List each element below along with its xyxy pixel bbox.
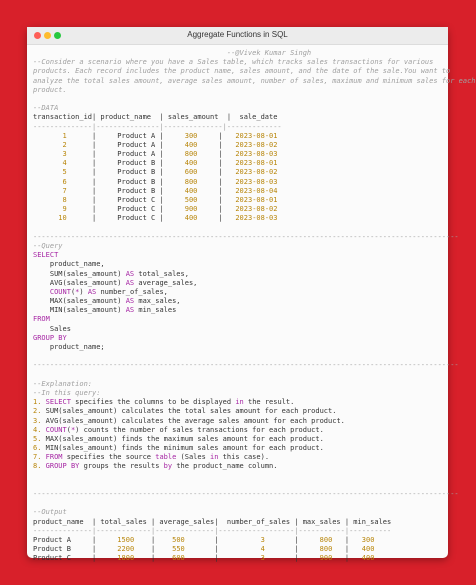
cell-total-sales: 1500	[96, 535, 152, 544]
cell-sale-date: 2023-08-01	[222, 196, 278, 204]
code-token: AVG(sales_amount) calculates the average sales amount for each product.	[45, 416, 345, 425]
code-token: the result.	[243, 398, 295, 407]
code-line	[33, 380, 444, 389]
cell-sales-amount: 400	[163, 140, 219, 149]
cell-sale-date: 2023-08-03	[222, 214, 278, 223]
code-line	[33, 159, 444, 168]
cell-divider: |	[294, 535, 299, 544]
code-blank	[33, 224, 37, 232]
cell-divider: |	[151, 535, 156, 544]
code-text: product_name | total_sales | average_sales| number_of_sales | max_sales | min_sales	[33, 517, 392, 526]
code-token: MAX(sales_amount) finds the maximum sales amount for each product.	[45, 434, 324, 443]
cell-product-name: Product B	[96, 159, 160, 168]
cell-average-sales: 600	[155, 554, 215, 563]
code-line	[33, 251, 444, 260]
cell-divider: |	[92, 535, 97, 544]
cell-divider: |	[159, 196, 164, 204]
code-separator: --------------|---------------|--------------|-------------	[33, 122, 282, 131]
code-line	[33, 343, 444, 352]
cell-sales-amount: 500	[163, 196, 219, 204]
cell-divider: |	[92, 186, 97, 195]
cell-max-sales: 900	[298, 554, 345, 563]
code-line	[33, 426, 444, 435]
code-line	[33, 58, 444, 67]
code-line	[33, 315, 444, 324]
cell-divider: |	[159, 159, 164, 168]
code-token: (	[66, 425, 71, 434]
code-text: product_name,	[33, 260, 105, 269]
code-line	[33, 508, 444, 517]
code-separator: -----------------------------------------------------------------------------------------------------	[33, 490, 459, 498]
code-line	[33, 472, 444, 481]
cell-divider: |	[214, 545, 219, 554]
cell-divider: |	[151, 545, 156, 554]
cell-transaction-id: 7	[33, 186, 93, 195]
code-line	[33, 141, 444, 150]
code-token: *	[75, 287, 80, 296]
code-token: average_sales,	[134, 278, 198, 287]
title-bar	[27, 27, 448, 45]
cell-min-sales: 400	[349, 545, 375, 554]
cell-divider: |	[159, 177, 164, 186]
code-comment: --Consider a scenario where you have a Sales table, which tracks sales transactions for various	[33, 58, 434, 67]
code-area[interactable]	[33, 49, 476, 564]
code-line	[33, 113, 444, 122]
code-line	[33, 536, 444, 545]
code-line	[33, 232, 459, 242]
cell-sale-date: 2023-08-02	[222, 205, 278, 214]
code-line	[33, 67, 451, 76]
code-line	[33, 168, 444, 177]
code-line	[33, 398, 444, 407]
cell-sales-amount: 800	[163, 177, 219, 186]
code-comment: products. Each record includes the product name, sales amount, and the date of the sale.You want to	[33, 67, 451, 76]
code-separator: --------------|-------------|--------------|------------------|-----------|----------	[33, 526, 392, 535]
code-line	[33, 150, 444, 159]
code-token: in	[210, 453, 219, 462]
code-line	[33, 490, 459, 499]
code-blank	[33, 481, 37, 489]
cell-product-name: Product A	[33, 535, 93, 544]
code-token: 1.	[33, 398, 46, 407]
cell-divider: |	[218, 140, 223, 149]
cell-divider: |	[218, 214, 223, 223]
cell-divider: |	[151, 554, 156, 563]
code-token: AVG(sales_amount)	[33, 278, 126, 287]
code-keyword: GROUP BY	[33, 333, 67, 342]
cell-sales-amount: 400	[163, 186, 219, 195]
cell-sales-amount: 900	[163, 205, 219, 214]
cell-transaction-id: 2	[33, 140, 93, 149]
cell-product-name: Product B	[96, 168, 160, 177]
code-blank	[33, 499, 37, 507]
cell-divider: |	[159, 214, 164, 223]
code-comment: --@Vivek Kumar Singh	[33, 49, 312, 57]
cell-divider: |	[218, 150, 223, 159]
cell-divider: |	[159, 131, 164, 140]
code-token: MAX(sales_amount)	[33, 297, 126, 306]
cell-divider: |	[92, 205, 97, 214]
cell-divider: |	[92, 545, 97, 554]
code-token: groups the results	[79, 462, 164, 471]
cell-total-sales: 2200	[96, 545, 152, 554]
code-token: by	[163, 462, 173, 471]
code-comment: analyze the total sales amount, average sales amount, number of sales, maximum and minimum sales for each	[33, 76, 476, 85]
code-line	[33, 417, 444, 426]
cell-product-name: Product A	[96, 131, 160, 140]
code-token: 7.	[33, 453, 46, 462]
cell-min-sales: 300	[349, 535, 375, 544]
code-line	[33, 242, 444, 251]
cell-divider: |	[214, 554, 219, 563]
code-token: SELECT	[45, 398, 71, 407]
window-title: Aggregate Functions in SQL	[187, 30, 288, 39]
code-token: FROM	[45, 453, 63, 462]
cell-product-name: Product A	[96, 150, 160, 159]
cell-divider: |	[218, 177, 223, 186]
code-line	[33, 389, 444, 398]
code-line	[33, 361, 459, 370]
cell-number-of-sales: 3	[218, 554, 295, 563]
code-line	[33, 132, 444, 141]
cell-product-name: Product A	[96, 140, 160, 149]
cell-divider: |	[92, 554, 97, 563]
code-token: ) counts the number of sales transactions for each product.	[75, 425, 324, 434]
code-token: specifies the columns to be displayed	[70, 398, 236, 407]
cell-divider: |	[294, 545, 299, 554]
code-comment: --Explanation:	[33, 379, 93, 388]
cell-divider: |	[92, 159, 97, 168]
code-line	[33, 435, 444, 444]
cell-max-sales: 800	[298, 535, 345, 544]
code-token: MIN(sales_amount) finds the minimum sales amount for each product.	[45, 444, 324, 453]
code-line	[33, 196, 444, 205]
code-line	[33, 352, 444, 361]
code-line	[33, 462, 444, 471]
cell-divider: |	[218, 196, 223, 204]
code-token: AS	[125, 269, 135, 278]
cell-sales-amount: 400	[163, 214, 219, 223]
code-line	[33, 554, 444, 563]
code-comment: --DATA	[33, 104, 59, 113]
cell-transaction-id: 9	[33, 205, 93, 214]
code-comment: product.	[33, 85, 67, 94]
code-token: specifies the source	[62, 453, 156, 462]
cell-divider: |	[92, 140, 97, 149]
code-comment: --In this query:	[33, 388, 101, 397]
code-line	[33, 187, 444, 196]
code-token: in	[235, 398, 244, 407]
cell-divider: |	[159, 150, 164, 159]
code-line	[33, 214, 444, 223]
cell-transaction-id: 10	[33, 214, 93, 223]
code-comment: --Output	[33, 508, 67, 517]
code-line	[33, 49, 444, 58]
code-line	[33, 371, 444, 380]
code-token: (Sales	[176, 453, 211, 462]
code-token: SUM(sales_amount)	[33, 269, 126, 278]
code-comment: --Query	[33, 241, 63, 250]
code-line	[33, 95, 444, 104]
cell-product-name: Product B	[96, 186, 160, 195]
code-token: 4.	[33, 425, 46, 434]
code-line	[33, 453, 444, 462]
cell-product-name: Product C	[96, 196, 160, 204]
code-token: 3.	[33, 416, 46, 425]
code-token: AS	[87, 287, 97, 296]
cell-divider: |	[218, 168, 223, 177]
code-token: min_sales	[134, 306, 177, 315]
cell-divider: |	[92, 177, 97, 186]
code-line	[33, 306, 444, 315]
code-token: AS	[125, 306, 135, 315]
cell-sale-date: 2023-08-01	[222, 159, 278, 168]
code-token: 6.	[33, 444, 46, 453]
code-token: number_of_sales,	[96, 287, 168, 296]
code-text: product_name;	[33, 343, 105, 351]
cell-divider: |	[159, 186, 164, 195]
cell-sales-amount: 600	[163, 168, 219, 177]
cell-transaction-id: 4	[33, 159, 93, 168]
cell-divider: |	[218, 186, 223, 195]
cell-sale-date: 2023-08-01	[222, 131, 278, 140]
cell-divider: |	[92, 150, 97, 159]
cell-divider: |	[92, 131, 97, 140]
code-line	[33, 205, 444, 214]
code-token: GROUP BY	[45, 462, 80, 471]
code-text: Sales	[33, 324, 71, 333]
code-line	[33, 334, 444, 343]
code-line	[33, 76, 476, 86]
cell-divider: |	[294, 554, 299, 563]
code-token: (	[70, 287, 76, 296]
cell-total-sales: 1800	[96, 554, 152, 563]
cell-sales-amount: 400	[163, 159, 219, 168]
code-token: 2.	[33, 407, 46, 416]
code-line	[33, 545, 444, 554]
code-line	[33, 407, 444, 416]
cell-sales-amount: 800	[163, 150, 219, 159]
cell-transaction-id: 3	[33, 150, 93, 159]
editor-window	[27, 27, 476, 563]
cell-sale-date: 2023-08-04	[222, 186, 278, 195]
code-token: MIN(sales_amount)	[33, 306, 126, 315]
code-token: AS	[125, 278, 135, 287]
cell-sales-amount: 300	[163, 131, 219, 140]
code-token: table	[155, 453, 177, 462]
code-separator: -----------------------------------------------------------------------------------------------------	[33, 361, 459, 370]
cell-average-sales: 550	[155, 545, 215, 554]
cell-product-name: Product C	[96, 205, 160, 214]
cell-sale-date: 2023-08-02	[222, 140, 278, 149]
cell-product-name: Product C	[96, 214, 160, 223]
code-token: the product_name column.	[172, 462, 278, 471]
code-line	[33, 270, 444, 279]
cell-product-name: Product B	[96, 177, 160, 186]
cell-divider: |	[218, 159, 223, 168]
code-line	[33, 86, 444, 95]
cell-divider: |	[92, 196, 97, 204]
code-separator: -----------------------------------------------------------------------------------------------------	[33, 232, 459, 241]
code-token: COUNT	[45, 425, 67, 434]
code-line	[33, 288, 444, 297]
cell-divider: |	[344, 535, 350, 544]
cell-divider: |	[159, 140, 164, 149]
code-keyword: FROM	[33, 315, 50, 324]
cell-divider: |	[92, 214, 97, 223]
code-line	[33, 297, 444, 306]
cell-number-of-sales: 3	[218, 535, 295, 544]
cell-transaction-id: 1	[33, 131, 93, 140]
code-token: max_sales,	[134, 297, 181, 306]
cell-divider: |	[218, 205, 223, 214]
code-blank	[33, 352, 37, 360]
cell-divider: |	[214, 535, 219, 544]
code-token: 5.	[33, 434, 46, 443]
cell-product-name: Product C	[33, 554, 93, 563]
code-line	[33, 325, 444, 334]
code-line	[33, 481, 444, 490]
code-token: *	[70, 425, 76, 434]
cell-divider: |	[92, 168, 97, 177]
code-blank	[33, 95, 37, 103]
code-token: )	[79, 287, 88, 296]
code-line	[33, 178, 444, 187]
code-token: total_sales,	[134, 269, 189, 278]
cell-min-sales: 400	[349, 554, 375, 563]
cell-product-name: Product B	[33, 545, 93, 554]
cell-divider: |	[344, 554, 350, 563]
code-line	[33, 279, 444, 288]
code-text: transaction_id| product_name | sales_amount | sale_date	[33, 113, 278, 122]
cell-sale-date: 2023-08-02	[222, 168, 278, 177]
code-keyword: SELECT	[33, 251, 59, 260]
code-token: 8.	[33, 462, 46, 471]
code-token: SUM(sales_amount) calculates the total sales amount for each product.	[45, 407, 337, 416]
cell-average-sales: 500	[155, 535, 215, 544]
cell-transaction-id: 8	[33, 196, 93, 204]
code-line	[33, 499, 444, 508]
code-blank	[33, 472, 37, 480]
code-line	[33, 104, 444, 113]
cell-divider: |	[344, 545, 350, 554]
cell-divider: |	[159, 205, 164, 214]
code-line	[33, 224, 444, 233]
code-line	[33, 123, 444, 132]
code-blank	[33, 371, 37, 379]
code-token: AS	[125, 297, 135, 306]
cell-transaction-id: 6	[33, 177, 93, 186]
code-line	[33, 518, 444, 527]
cell-divider: |	[218, 131, 223, 140]
code-line	[33, 527, 444, 536]
code-token: COUNT	[33, 287, 71, 296]
cell-divider: |	[159, 168, 164, 177]
code-line	[33, 444, 444, 453]
cell-transaction-id: 5	[33, 168, 93, 177]
code-line	[33, 260, 444, 269]
cell-sale-date: 2023-08-03	[222, 150, 278, 159]
code-token: this case).	[218, 453, 270, 462]
cell-number-of-sales: 4	[218, 545, 295, 554]
cell-sale-date: 2023-08-03	[222, 177, 278, 186]
cell-max-sales: 800	[298, 545, 345, 554]
